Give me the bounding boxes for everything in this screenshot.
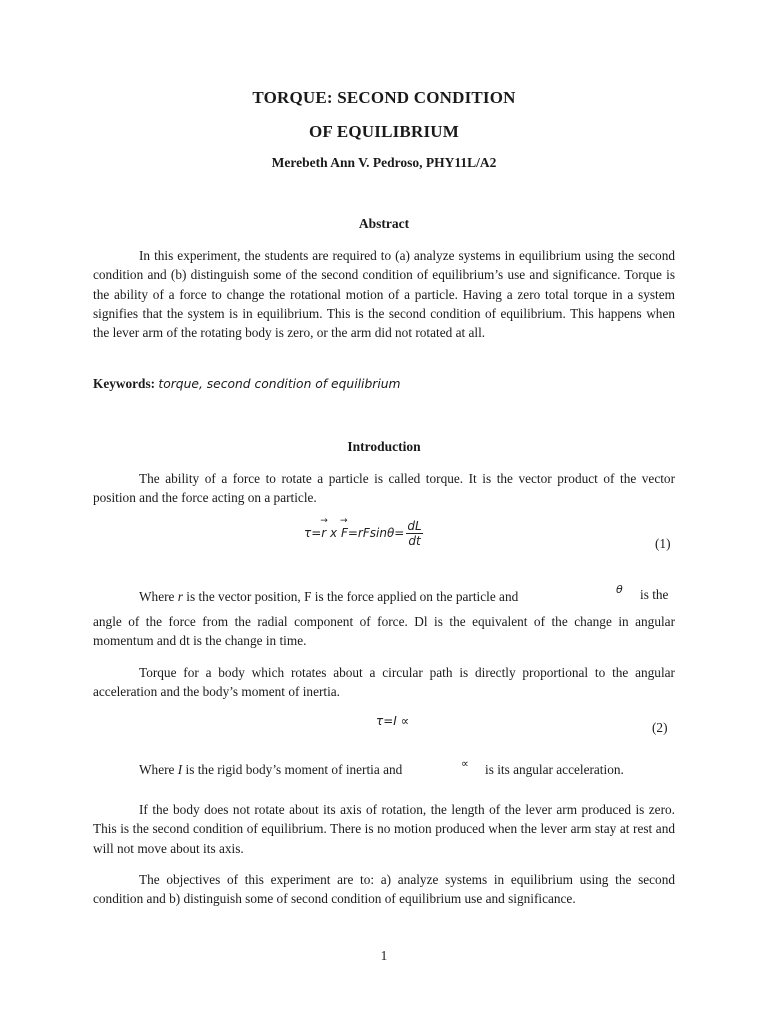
equation-2: τ=I ∝ (376, 714, 410, 728)
p2-body: is the vector position, F is the force applied on the particle and (182, 589, 519, 604)
author-line: Merebeth Ann V. Pedroso, PHY11L/A2 (271, 155, 497, 170)
eq1-equals: = (311, 526, 322, 540)
page-number: 1 (380, 948, 388, 963)
p2-r-symbol: r (177, 589, 183, 604)
introduction-heading: Introduction (347, 439, 421, 454)
eq1-denominator: dt (408, 534, 421, 548)
p2-lead: Where (139, 589, 178, 604)
intro-paragraph-2-line-1 (93, 587, 625, 606)
alpha-symbol: ∝ (461, 757, 469, 770)
title-line-1: TORQUE: SECOND CONDITION (252, 88, 516, 107)
intro-paragraph-1: The ability of a force to rotate a particle is called torque. It is the vector product of the vector position and the force acting on a particle. (93, 471, 675, 506)
eq1-cross: x (326, 526, 341, 540)
eq1-numerator: dL (407, 519, 422, 533)
eq1-f-vector: → F (341, 526, 348, 540)
p2-tail: is the (640, 587, 669, 602)
eq1-rest: =rFsinθ= (347, 526, 405, 540)
title-line-2: OF EQUILIBRIUM (309, 122, 459, 141)
equation-1 (304, 519, 423, 548)
intro-paragraph-3: Torque for a body which rotates about a circular path is directly proportional to the angular acceleration and the body’s moment of inertia. (93, 665, 675, 700)
equation-2-number: (2) (652, 720, 668, 735)
intro-paragraph-6: The objectives of this experiment are to: a) analyze systems in equilibrium using the second condition and b) distinguish some of second condition of equilibrium use and significance. (93, 872, 675, 907)
keywords-line (93, 376, 401, 392)
eq1-fraction (406, 519, 422, 548)
keywords-text: torque, second condition of equilibrium (158, 377, 401, 391)
eq1-tau: τ (304, 526, 312, 540)
abstract-paragraph: In this experiment, the students are required to (a) analyze systems in equilibrium using the second condition and (b) distinguish some of the second condition of equilibrium’s use and significance. Torque is the ability of a force to change the rotational motion of a particle. Having a zero total torque in a system signifies that the system is in equilibrium. This is the second condition of equilibrium. This happens when the lever arm of the rotating body is zero, or the arm did not rotated at all. (93, 248, 675, 341)
p4-i-symbol: I (177, 762, 183, 777)
abstract-heading: Abstract (358, 216, 410, 231)
intro-paragraph-4 (139, 762, 402, 778)
equation-1-number: (1) (655, 536, 671, 551)
p4-body: is the rigid body’s moment of inertia and (182, 762, 403, 777)
keywords-label: Keywords: (93, 376, 156, 391)
intro-paragraph-2-rest: angle of the force from the radial component of force. Dl is the equivalent of the change in angular momentum and dt is the change in time. (93, 614, 675, 649)
eq1-r-vector: → r (321, 526, 326, 540)
intro-paragraph-5: If the body does not rotate about its axis of rotation, the length of the lever arm produced is zero. This is the second condition of equilibrium. There is no motion produced when the lever arm stay at rest and will not move about its axis. (93, 802, 675, 856)
p4-tail: is its angular acceleration. (485, 762, 624, 777)
theta-symbol: θ (616, 583, 623, 596)
p4-lead: Where (139, 762, 178, 777)
